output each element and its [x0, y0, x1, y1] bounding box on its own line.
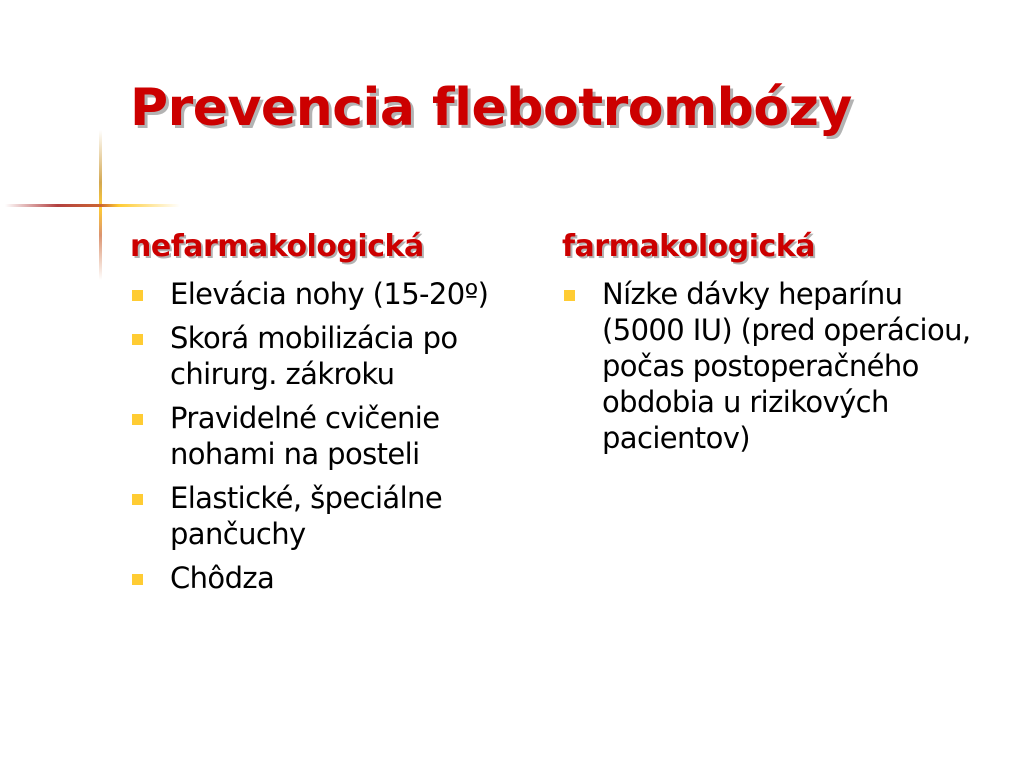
list-item-text: Elevácia nohy (15-20º) [170, 277, 489, 311]
left-column [130, 224, 520, 604]
decorative-cross-horizontal [5, 204, 180, 207]
list-item-text: Elastické, špeciálne pančuchy [170, 481, 443, 551]
list-item-text: Nízke dávky heparínu (5000 IU) (pred operáciou, počas postoperačného obdobia u rizikových pacientov) [602, 277, 971, 455]
list-item-text: Skorá mobilizácia po chirurg. zákroku [170, 321, 458, 391]
left-bullet-list [130, 276, 520, 596]
square-bullet-icon [132, 494, 143, 505]
list-item [562, 276, 972, 456]
list-item [130, 276, 510, 312]
list-item-text: Chôdza [170, 561, 275, 595]
square-bullet-icon [132, 574, 143, 585]
right-column-heading: farmakologická [562, 229, 815, 264]
right-bullet-list [562, 276, 971, 456]
list-item [130, 480, 510, 552]
slide-title: Prevencia flebotrombózy [130, 78, 852, 138]
square-bullet-icon [132, 414, 143, 425]
list-item [130, 320, 510, 392]
list-item [130, 400, 510, 472]
square-bullet-icon [132, 290, 143, 301]
left-column-heading: nefarmakologická [130, 229, 424, 264]
square-bullet-icon [564, 290, 575, 301]
square-bullet-icon [132, 334, 143, 345]
right-column [562, 224, 971, 464]
list-item [130, 560, 510, 596]
list-item-text: Pravidelné cvičenie nohami na posteli [170, 401, 440, 471]
